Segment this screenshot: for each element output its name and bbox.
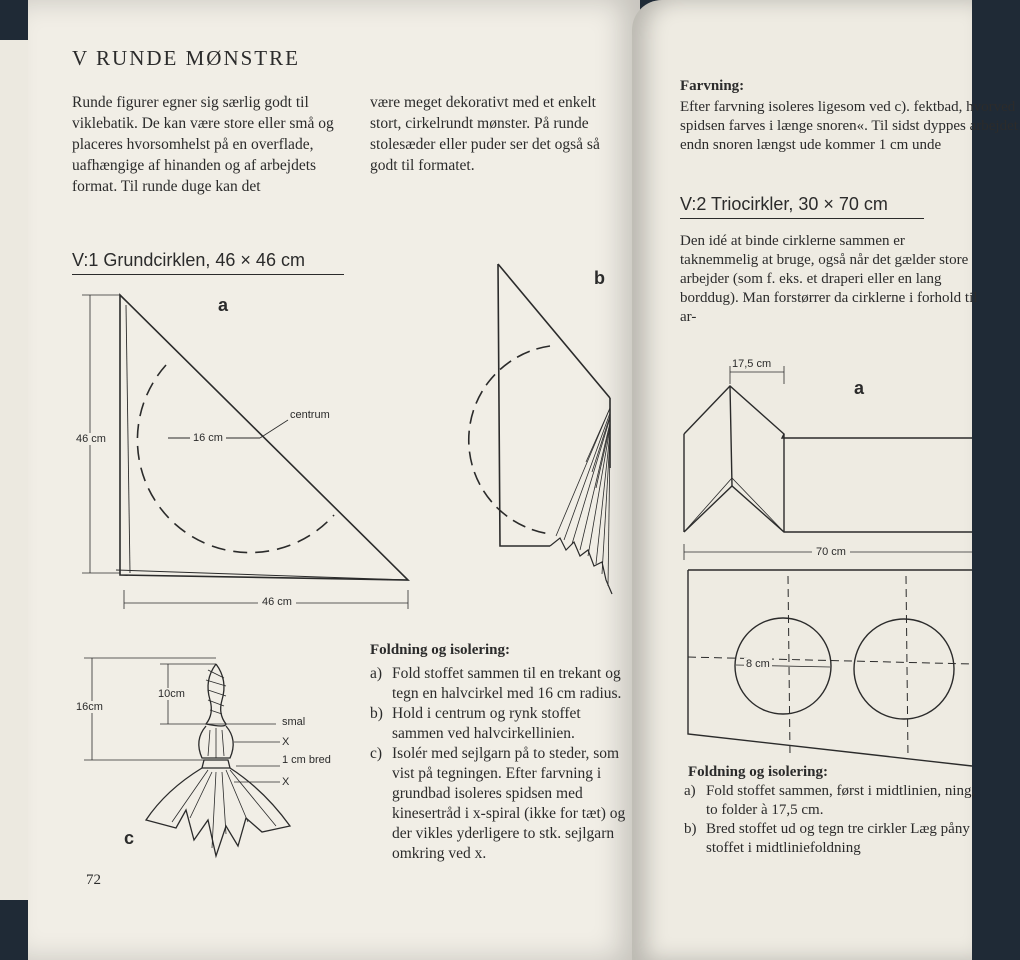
intro-column-1: Runde figurer egner sig særlig godt til viklebatik. De kan være store eller små og placeres hvorsomhelst på en overflade, uafhængige af hinanden og af arbejdets format. Til runde duge kan det: [72, 94, 334, 195]
figure-a-center-label: centrum: [290, 409, 330, 421]
chapter-title: V RUNDE MØNSTRE: [72, 46, 300, 70]
right-page: [632, 0, 1018, 960]
section-title-v2: V:2 Triocirkler, 30 × 70 cm: [680, 194, 924, 219]
step-marker: c): [370, 745, 383, 762]
step-text: Hold i centrum og rynk stoffet sammen ved halvcirkellinien.: [392, 705, 581, 742]
figure-c-10cm-label: 10cm: [158, 688, 185, 700]
figure-a-width-label: 46 cm: [258, 596, 296, 608]
right-steps-list: [684, 782, 984, 858]
step-marker: a): [684, 783, 696, 799]
figure-c-x2-label: X: [282, 776, 290, 788]
figure-b-gathered: [490, 258, 620, 608]
step-item: [370, 704, 626, 744]
figure-width-label: 70 cm: [812, 546, 850, 558]
intro-column-2: være meget dekorativt med et enkelt stort, cirkelrundt mønster. På runde stolesæder eller puder ser det også så godt til formatet.: [370, 94, 600, 174]
step-text: Fold stoffet sammen, først i midtlinien, ning, to folder à 17,5 cm.: [706, 783, 976, 818]
figure-a-triangle: [68, 285, 428, 615]
step-marker: a): [370, 665, 383, 682]
figure-a-letter: a: [218, 295, 229, 315]
figure-b-drawing: [490, 258, 620, 608]
figure-c-bred-label: 1 cm bred: [282, 754, 331, 766]
step-item: [370, 664, 626, 704]
farvning-text: Efter farvning isoleres ligesom ved c). fektbad, hvorved spidsen farves i længe snoren«. Til sidst dyppes arbejdet endn snoren længst ude kommer 1 cm unde: [680, 99, 1018, 153]
step-item: [684, 782, 984, 820]
figure-a-height-label: 46 cm: [76, 433, 106, 445]
step-text: Isolér med sejlgarn på to steder, som vist på tegningen. Efter farvning i grundbad isoleres spidsen med kinesertråd i x-spiral (ikke for tæt) og der vikles yderligere to stk. sejlgarn omkring ved x.: [392, 745, 626, 862]
figure-triocirkler: [672, 354, 972, 784]
figure-c-tied: [76, 650, 346, 860]
step-item: [370, 744, 626, 864]
steps-list: [370, 664, 626, 864]
section-title-v1: V:1 Grundcirklen, 46 × 46 cm: [72, 250, 344, 275]
figure-fold-label: 17,5 cm: [732, 358, 772, 370]
farvning-title: Farvning:: [680, 78, 745, 94]
step-marker: b): [370, 705, 383, 722]
figure-c-16cm-label: 16cm: [76, 701, 103, 713]
left-page: [28, 0, 640, 960]
step-text: Bred stoffet ud og tegn tre cirkler Læg påny stoffet i midtliniefoldning: [706, 821, 970, 856]
figure-letter-a: a: [854, 378, 865, 398]
section-v2-intro: Den idé at binde cirklerne sammen er taknemmelig at bruge, også når det gælder store arbejder (som f. eks. et draperi eller en lang borddug). Man forstørrer da cirklerne i forhold til ar-: [680, 233, 978, 325]
figure-a-radius-label: 16 cm: [190, 432, 226, 444]
step-item: [684, 820, 984, 858]
right-steps-title: Foldning og isolering:: [688, 764, 829, 780]
page-number: 72: [86, 872, 101, 888]
figure-triocirkler-drawing: [672, 354, 972, 784]
step-marker: b): [684, 821, 697, 837]
step-text: Fold stoffet sammen til en trekant og tegn en halvcirkel med 16 cm radius.: [392, 665, 622, 702]
figure-circle-label: 8 cm: [746, 658, 770, 670]
figure-b-letter: b: [594, 268, 605, 288]
figure-c-x1-label: X: [282, 736, 290, 748]
steps-title: Foldning og isolering:: [370, 642, 511, 658]
figure-c-letter: c: [124, 828, 135, 848]
figure-a-drawing: [68, 285, 428, 615]
figure-c-smal-label: smal: [282, 716, 306, 728]
